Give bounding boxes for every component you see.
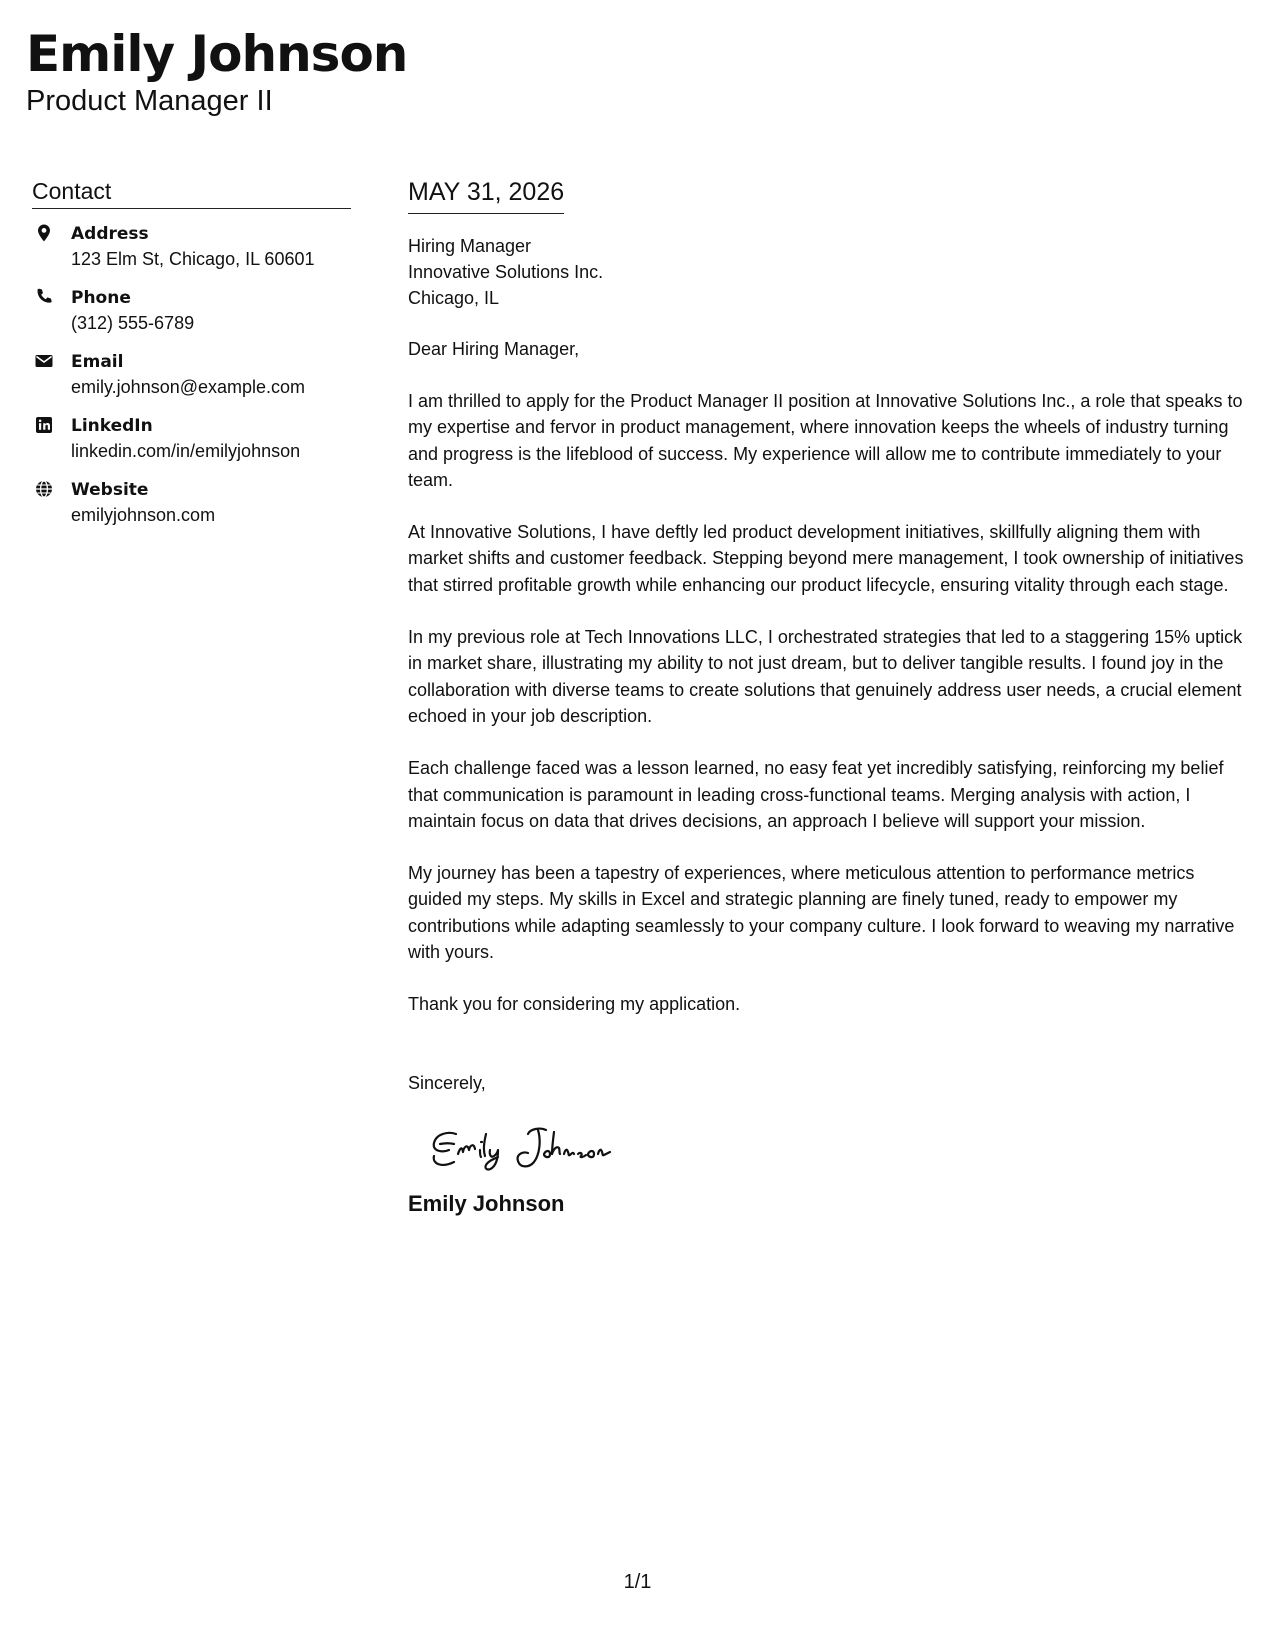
recipient-block xyxy=(408,233,1248,311)
letter-date: MAY 31, 2026 xyxy=(408,178,565,206)
contact-value: 123 Elm St, Chicago, IL 60601 xyxy=(71,249,315,269)
contact-sidebar xyxy=(32,177,351,542)
letter-header xyxy=(26,22,407,118)
body-paragraph: At Innovative Solutions, I have deftly led product development initiatives, skillfully aligning them with market shifts and customer feedback. Stepping beyond mere management, I took ownership of initiatives that stirred profitable growth while enhancing our product lifecycle, ensuring vitality through each stage. xyxy=(408,522,1244,595)
recipient-line: Hiring Manager xyxy=(408,236,532,256)
contact-label: Phone xyxy=(71,288,131,308)
contact-label: Email xyxy=(71,352,124,372)
contact-address xyxy=(32,222,351,271)
contact-label: LinkedIn xyxy=(71,416,153,436)
body-paragraph: Thank you for considering my application. xyxy=(408,994,741,1015)
letter-body xyxy=(408,177,1248,1218)
body-paragraph: Each challenge faced was a lesson learned, no easy feat yet incredibly satisfying, reinforcing my belief that communication is paramount in leading cross-functional teams. Merging analysis with action, I maintain focus on data that drives decisions, an approach I believe will support your mission. xyxy=(408,758,1224,831)
salutation: Dear Hiring Manager, xyxy=(408,339,580,359)
contact-label: Website xyxy=(71,480,149,500)
globe-icon xyxy=(34,479,54,499)
handwritten-signature xyxy=(426,1120,666,1178)
contact-heading: Contact xyxy=(32,177,351,209)
contact-value: linkedin.com/in/emilyjohnson xyxy=(71,441,301,461)
page-number: 1/1 xyxy=(623,1571,652,1593)
contact-list xyxy=(32,222,351,527)
contact-linkedin xyxy=(32,414,351,463)
recipient-line: Innovative Solutions Inc. xyxy=(408,262,604,282)
phone-icon xyxy=(34,287,54,307)
contact-value: emily.johnson@example.com xyxy=(71,377,306,397)
contact-label: Address xyxy=(71,224,149,244)
body-paragraph: I am thrilled to apply for the Product Manager II position at Innovative Solutions Inc., a role that speaks to my expertise and fervor in product management, where innovation keeps the wheels of industry turning and progress is the lifeblood of success. My experience will allow me to contribute immediately to your team. xyxy=(408,391,1243,490)
contact-email xyxy=(32,350,351,399)
linkedin-icon xyxy=(34,415,54,435)
map-pin-icon xyxy=(34,223,54,243)
signer-name: Emily Johnson xyxy=(408,1190,565,1216)
contact-website xyxy=(32,478,351,527)
contact-value: emilyjohnson.com xyxy=(71,505,216,525)
envelope-icon xyxy=(34,351,54,371)
applicant-name: Emily Johnson xyxy=(26,25,408,83)
body-paragraph: My journey has been a tapestry of experiences, where meticulous attention to performance metrics guided my steps. My skills in Excel and strategic planning are finely tuned, ready to empower my contributions while adapting seamlessly to your company culture. I look forward to weaving my narrative with yours. xyxy=(408,863,1235,963)
contact-value: (312) 555-6789 xyxy=(71,313,195,333)
contact-phone xyxy=(32,286,351,335)
applicant-title: Product Manager II xyxy=(26,85,273,117)
date-block xyxy=(408,177,564,214)
body-paragraph: In my previous role at Tech Innovations LLC, I orchestrated strategies that led to a staggering 15% uptick in market share, illustrating my ability to not just dream, but to deliver tangible results. I found joy in the collaboration with diverse teams to create solutions that genuinely address user needs, a crucial element echoed in your job description. xyxy=(408,627,1243,726)
closing: Sincerely, xyxy=(408,1072,486,1093)
recipient-line: Chicago, IL xyxy=(408,288,500,308)
